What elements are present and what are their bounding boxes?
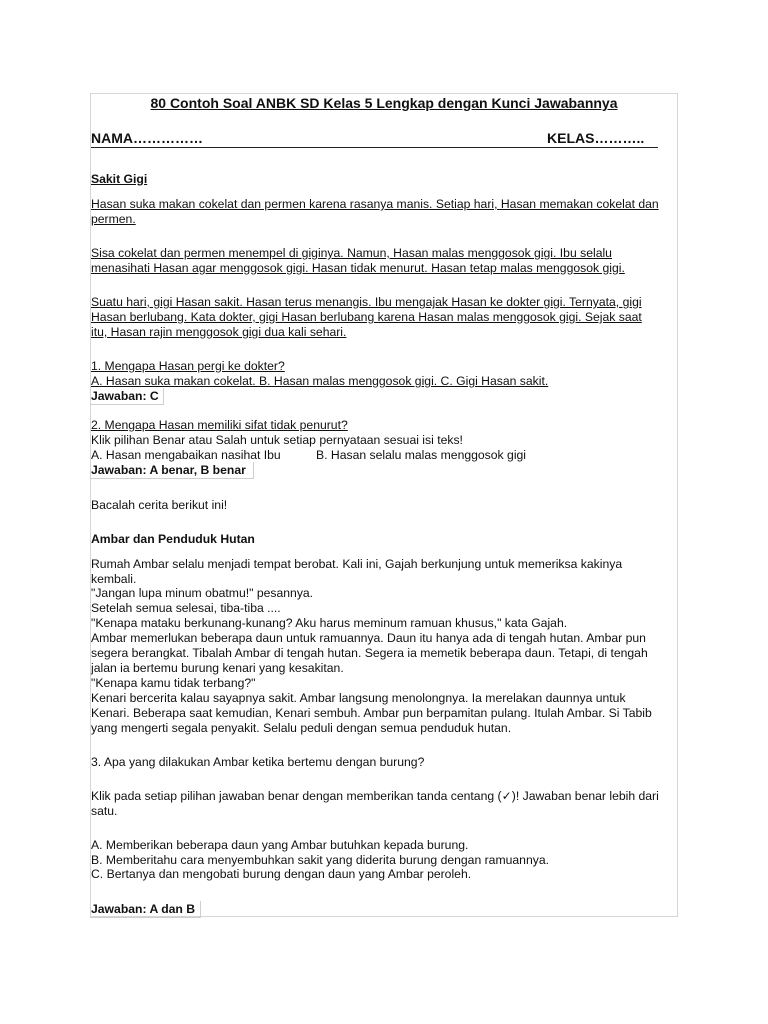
story2-line: Kenari. Beberapa saat kemudian, Kenari sembuh. Ambar pun berpamitan pulang. Itulah Ambar. Si Tabib [91, 706, 652, 720]
q2-option-a: A. Hasan mengabaikan nasihat Ibu [91, 448, 281, 462]
q3-instruction-line2: satu. [91, 804, 118, 818]
q3-answer: Jawaban: A dan B [91, 902, 196, 916]
q1-options: A. Hasan suka makan cokelat. B. Hasan malas menggosok gigi. C. Gigi Hasan sakit. [91, 374, 549, 388]
q1-answer-box [90, 388, 164, 405]
story1-p3-line2: Hasan berlubang. Kata dokter, gigi Hasan berlubang karena Hasan malas menggosok gigi. Sejak saat [91, 310, 642, 324]
story2-line: Ambar memerlukan beberapa daun untuk ramuannya. Daun itu hanya ada di tengah hutan. Ambar pun [91, 631, 646, 645]
story1-p1-line2: permen. [91, 212, 136, 226]
name-class-row [91, 130, 658, 148]
q3-instruction-line1: Klik pada setiap pilihan jawaban benar dengan memberikan tanda centang (✓)! Jawaban benar lebih dari [91, 789, 659, 803]
story1-p3-line1: Suatu hari, gigi Hasan sakit. Hasan terus menangis. Ibu mengajak Hasan ke dokter gigi. Ternyata, gigi [91, 295, 642, 309]
q3-option-b: B. Memberitahu cara menyembuhkan sakit yang diderita burung dengan ramuannya. [91, 853, 549, 867]
q2-option-b: B. Hasan selalu malas menggosok gigi [316, 448, 527, 462]
q3-answer-box [90, 901, 201, 918]
q3-question: 3. Apa yang dilakukan Ambar ketika bertemu dengan burung? [91, 755, 425, 769]
story1-p1-line1: Hasan suka makan cokelat dan permen karena rasanya manis. Setiap hari, Hasan memakan cokelat dan [91, 197, 659, 211]
q2-question: 2. Mengapa Hasan memiliki sifat tidak penurut? [91, 418, 348, 432]
story2-intro: Bacalah cerita berikut ini! [91, 498, 228, 512]
story2-line: "Kenapa mataku berkunang-kunang? Aku harus meminum ramuan khusus," kata Gajah. [91, 616, 568, 630]
story1-heading: Sakit Gigi [91, 172, 148, 186]
q2-instruction: Klik pilihan Benar atau Salah untuk setiap pernyataan sesuai isi teks! [91, 433, 463, 447]
story2-line: jalan ia bertemu burung kenari yang kesakitan. [91, 661, 344, 675]
story2-line: "Kenapa kamu tidak terbang?" [91, 676, 256, 690]
q2-answer-box [90, 462, 254, 479]
story2-line: Kenari bercerita kalau sayapnya sakit. Ambar langsung menolongnya. Ia merelakan daunnya untuk [91, 691, 626, 705]
kelas-label: KELAS……….. [547, 130, 645, 146]
q3-option-a: A. Memberikan beberapa daun yang Ambar butuhkan kepada burung. [91, 838, 469, 852]
story1-p3-line3: itu, Hasan rajin menggosok gigi dua kali sehari. [91, 325, 347, 339]
story2-heading: Ambar dan Penduduk Hutan [91, 532, 255, 546]
story1-p2-line2: menasihati Hasan agar menggosok gigi. Hasan tidak menurut. Hasan tetap malas menggosok gigi. [91, 261, 625, 275]
document-title: 80 Contoh Soal ANBK SD Kelas 5 Lengkap dengan Kunci Jawabannya [150, 95, 618, 111]
story2-line: yang mengerti segala penyakit. Selalu peduli dengan semua penduduk hutan. [91, 721, 512, 735]
story1-p2-line1: Sisa cokelat dan permen menempel di giginya. Namun, Hasan malas menggosok gigi. Ibu selalu [91, 246, 612, 260]
story2-line: "Jangan lupa minum obatmu!" pesannya. [91, 586, 314, 600]
q3-option-c: C. Bertanya dan mengobati burung dengan daun yang Ambar peroleh. [91, 867, 472, 881]
story2-line: segera berangkat. Tibalah Ambar di tengah hutan. Segera ia memetik beberapa daun. Tetapi, di tengah [91, 646, 648, 660]
story2-line: Setelah semua selesai, tiba-tiba .... [91, 601, 281, 615]
q2-answer: Jawaban: A benar, B benar [91, 463, 246, 477]
nama-label: NAMA…………… [91, 130, 203, 146]
story2-line: kembali. [91, 572, 137, 586]
q1-answer: Jawaban: C [91, 389, 159, 403]
story2-line: Rumah Ambar selalu menjadi tempat berobat. Kali ini, Gajah berkunjung untuk memeriksa kakinya [91, 557, 623, 571]
q1-question: 1. Mengapa Hasan pergi ke dokter? [91, 359, 285, 373]
